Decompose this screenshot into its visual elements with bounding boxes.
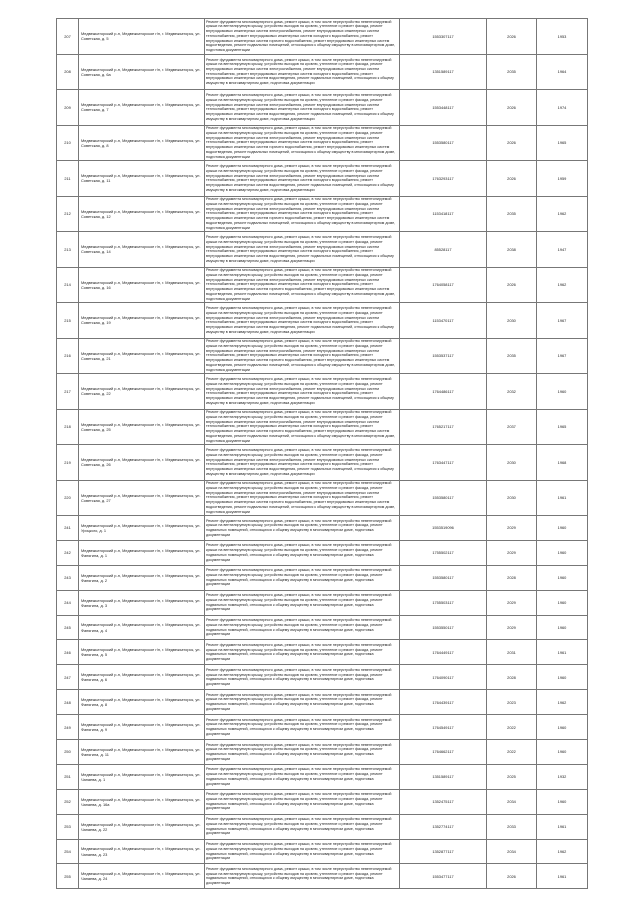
works-description-cell: Ремонт фундамента многоквартирного дома, ремонт крыши, в том числе переустройство невентилируемой крыши на вентилируемую крышу, устройство выходов на кровлю, утепление и ремонт фасада, ремонт подвальных помещений, относящихся к общему имуществу в многоквартирном доме, подготовка документации bbox=[205, 839, 400, 864]
table-row bbox=[57, 690, 588, 715]
construction-year-cell: 1974 bbox=[537, 90, 588, 126]
address-cell: Медвежьегорский р-н, Медвежьегорское г/п, г. Медвежьегорск, ул. Советская, д. 5 bbox=[79, 19, 205, 55]
works-description-cell: Ремонт фундамента многоквартирного дома, ремонт крыши, в том числе переустройство невентилируемой крыши на вентилируемую крышу, устройство выходов на кровлю, утепление и ремонт фасада, ремонт подвальных помещений, относящихся к общему имуществу в многоквартирном доме, подготовка документации bbox=[205, 715, 400, 740]
address-cell: Медвежьегорский р-н, Медвежьегорское г/п, г. Медвежьегорск, ул. Фанягина, д. 9 bbox=[79, 715, 205, 740]
house-code-cell: 1553477117 bbox=[400, 864, 487, 889]
house-code-cell: 1553307117 bbox=[400, 19, 487, 55]
planned-year-cell: 2033 bbox=[487, 814, 537, 839]
address-cell: Медвежьегорский р-н, Медвежьегорское г/п, г. Медвежьегорск, ул. Чапаева, д. 24 bbox=[79, 864, 205, 889]
row-number-cell: 216 bbox=[57, 338, 79, 374]
row-number-cell: 208 bbox=[57, 54, 79, 90]
planned-year-cell: 2031 bbox=[487, 640, 537, 665]
row-number-cell: 243 bbox=[57, 565, 79, 590]
construction-year-cell: 1960 bbox=[537, 516, 588, 541]
row-number-cell: 250 bbox=[57, 740, 79, 765]
house-code-cell: 1153470117 bbox=[400, 303, 487, 339]
address-cell: Медвежьегорский р-н, Медвежьегорское г/п, г. Медвежьегорск, ул. Советская, д. 19 bbox=[79, 303, 205, 339]
works-description-cell: Ремонт фундамента многоквартирного дома, ремонт крыши, в том числе переустройство невентилируемой крыши на вентилируемую крышу, устройство выходов на кровлю, утепление и ремонт фасада, ремонт подвальных помещений, относящихся к общему имуществу в многоквартирном доме, подготовка документации bbox=[205, 590, 400, 615]
table-row bbox=[57, 161, 588, 197]
planned-year-cell: 2028 bbox=[487, 665, 537, 690]
planned-year-cell: 2030 bbox=[487, 445, 537, 481]
address-cell: Медвежьегорский р-н, Медвежьегорское г/п, г. Медвежьегорск, ул. Фанягина, д. 2 bbox=[79, 565, 205, 590]
planned-year-cell: 2023 bbox=[487, 690, 537, 715]
table-row bbox=[57, 839, 588, 864]
address-cell: Медвежьегорский р-н, Медвежьегорское г/п, г. Медвежьегорск, ул. Фанягина, д. 3 bbox=[79, 590, 205, 615]
document-page bbox=[56, 18, 587, 889]
address-cell: Медвежьегорский р-н, Медвежьегорское г/п, г. Медвежьегорск, ул. Урицкого, д. 1 bbox=[79, 516, 205, 541]
works-description-cell: Ремонт фундамента многоквартирного дома, ремонт крыши, в том числе переустройство невентилируемой крыши на вентилируемую крышу, устройство выходов на кровлю, утепление и ремонт фасада, ремонт внутридомовых инженерных систем электроснабжения, ремонт внутридомовых инженерных систем теплоснабжения, ремонт внутридомовых инженерных систем холодного водоснабжения, ремонт внутридомовых инженерных систем горячего водоснабжения, ремонт внутридомовых инженерных систем водоотведения, ремонт подвальных помещений, относящихся к общему имуществу в многоквартирном доме, подготовка документации bbox=[205, 125, 400, 161]
planned-year-cell: 2035 bbox=[487, 338, 537, 374]
construction-year-cell: 1947 bbox=[537, 232, 588, 268]
address-cell: Медвежьегорский р-н, Медвежьегорское г/п, г. Медвежьегорск, ул. Советская, д. 22 bbox=[79, 374, 205, 410]
house-code-cell: 1553580117 bbox=[400, 480, 487, 516]
construction-year-cell: 1960 bbox=[537, 789, 588, 814]
table-row bbox=[57, 540, 588, 565]
table-row bbox=[57, 445, 588, 481]
planned-year-cell: 2026 bbox=[487, 161, 537, 197]
planned-year-cell: 2034 bbox=[487, 839, 537, 864]
works-description-cell: Ремонт фундамента многоквартирного дома, ремонт крыши, в том числе переустройство невентилируемой крыши на вентилируемую крышу, устройство выходов на кровлю, утепление и ремонт фасада, ремонт внутридомовых инженерных систем электроснабжения, ремонт внутридомовых инженерных систем теплоснабжения, ремонт внутридомовых инженерных систем холодного водоснабжения, ремонт внутридомовых инженерных систем горячего водоснабжения, ремонт внутридомовых инженерных систем водоотведения, ремонт подвальных помещений, относящихся к общему имуществу в многоквартирном доме, подготовка документации bbox=[205, 19, 400, 55]
construction-year-cell: 1960 bbox=[537, 615, 588, 640]
construction-year-cell: 1953 bbox=[537, 19, 588, 55]
construction-year-cell: 1960 bbox=[537, 374, 588, 410]
planned-year-cell: 2022 bbox=[487, 740, 537, 765]
planned-year-cell: 2035 bbox=[487, 196, 537, 232]
row-number-cell: 210 bbox=[57, 125, 79, 161]
address-cell: Медвежьегорский р-н, Медвежьегорское г/п, г. Медвежьегорск, ул. Советская, д. 14 bbox=[79, 232, 205, 268]
house-code-cell: 1153418117 bbox=[400, 196, 487, 232]
table-row bbox=[57, 565, 588, 590]
row-number-cell: 245 bbox=[57, 615, 79, 640]
address-cell: Медвежьегорский р-н, Медвежьегорское г/п, г. Медвежьегорск, ул. Советская, д. 6а bbox=[79, 54, 205, 90]
address-cell: Медвежьегорский р-н, Медвежьегорское г/п, г. Медвежьегорск, ул. Советская, д. 7 bbox=[79, 90, 205, 126]
planned-year-cell: 2026 bbox=[487, 267, 537, 303]
address-cell: Медвежьегорский р-н, Медвежьегорское г/п, г. Медвежьегорск, ул. Чапаева, д. 1 bbox=[79, 764, 205, 789]
table-row bbox=[57, 374, 588, 410]
construction-year-cell: 1960 bbox=[537, 715, 588, 740]
works-description-cell: Ремонт фундамента многоквартирного дома, ремонт крыши, в том числе переустройство невентилируемой крыши на вентилируемую крышу, устройство выходов на кровлю, утепление и ремонт фасада, ремонт подвальных помещений, относящихся к общему имуществу в многоквартирном доме, подготовка документации bbox=[205, 540, 400, 565]
planned-year-cell: 2022 bbox=[487, 715, 537, 740]
planned-year-cell: 2032 bbox=[487, 374, 537, 410]
row-number-cell: 252 bbox=[57, 789, 79, 814]
row-number-cell: 214 bbox=[57, 267, 79, 303]
works-description-cell: Ремонт фундамента многоквартирного дома, ремонт крыши, в том числе переустройство невентилируемой крыши на вентилируемую крышу, устройство выходов на кровлю, утепление и ремонт фасада, ремонт подвальных помещений, относящихся к общему имуществу в многоквартирном доме, подготовка документации bbox=[205, 665, 400, 690]
table-row bbox=[57, 90, 588, 126]
works-description-cell: Ремонт фундамента многоквартирного дома, ремонт крыши, в том числе переустройство невентилируемой крыши на вентилируемую крышу, устройство выходов на кровлю, утепление и ремонт фасада, ремонт внутридомовых инженерных систем электроснабжения, ремонт внутридомовых инженерных систем теплоснабжения, ремонт внутридомовых инженерных систем холодного водоснабжения, ремонт внутридомовых инженерных систем водоотведения, ремонт подвальных помещений, относящихся к общему имуществу в многоквартирном доме, подготовка документации bbox=[205, 232, 400, 268]
table-row bbox=[57, 125, 588, 161]
address-cell: Медвежьегорский р-н, Медвежьегорское г/п, г. Медвежьегорск, ул. Чапаева, д. 16а bbox=[79, 789, 205, 814]
planned-year-cell: 2028 bbox=[487, 565, 537, 590]
planned-year-cell: 2029 bbox=[487, 615, 537, 640]
works-description-cell: Ремонт фундамента многоквартирного дома, ремонт крыши, в том числе переустройство невентилируемой крыши на вентилируемую крышу, устройство выходов на кровлю, утепление и ремонт фасада, ремонт внутридомовых инженерных систем электроснабжения, ремонт внутридомовых инженерных систем теплоснабжения, ремонт внутридомовых инженерных систем холодного водоснабжения, ремонт внутридомовых инженерных систем водоотведения, ремонт подвальных помещений, относящихся к общему имуществу в многоквартирном доме, подготовка документации bbox=[205, 303, 400, 339]
row-number-cell: 246 bbox=[57, 640, 79, 665]
works-description-cell: Ремонт фундамента многоквартирного дома, ремонт крыши, в том числе переустройство невентилируемой крыши на вентилируемую крышу, устройство выходов на кровлю, утепление и ремонт фасада, ремонт подвальных помещений, относящихся к общему имуществу в многоквартирном доме, подготовка документации bbox=[205, 789, 400, 814]
construction-year-cell: 1967 bbox=[537, 338, 588, 374]
works-description-cell: Ремонт фундамента многоквартирного дома, ремонт крыши, в том числе переустройство невентилируемой крыши на вентилируемую крышу, устройство выходов на кровлю, утепление и ремонт фасада, ремонт внутридомовых инженерных систем электроснабжения, ремонт внутридомовых инженерных систем теплоснабжения, ремонт внутридомовых инженерных систем холодного водоснабжения, ремонт внутридомовых инженерных систем водоотведения, ремонт подвальных помещений, относящихся к общему имуществу в многоквартирном доме, подготовка документации bbox=[205, 161, 400, 197]
address-cell: Медвежьегорский р-н, Медвежьегорское г/п, г. Медвежьегорск, ул. Чапаева, д. 22 bbox=[79, 814, 205, 839]
row-number-cell: 254 bbox=[57, 839, 79, 864]
address-cell: Медвежьегорский р-н, Медвежьегорское г/п, г. Медвежьегорск, ул. Фанягина, д. 1 bbox=[79, 540, 205, 565]
house-code-cell: 1763447117 bbox=[400, 445, 487, 481]
house-code-cell: 1351589117 bbox=[400, 54, 487, 90]
row-number-cell: 247 bbox=[57, 665, 79, 690]
house-code-cell: 1351589117 bbox=[400, 764, 487, 789]
planned-year-cell: 2030 bbox=[487, 480, 537, 516]
planned-year-cell: 2035 bbox=[487, 54, 537, 90]
row-number-cell: 242 bbox=[57, 540, 79, 565]
house-code-cell: 1764486117 bbox=[400, 374, 487, 410]
row-number-cell: 248 bbox=[57, 690, 79, 715]
works-description-cell: Ремонт фундамента многоквартирного дома, ремонт крыши, в том числе переустройство невентилируемой крыши на вентилируемую крышу, устройство выходов на кровлю, утепление и ремонт фасада, ремонт подвальных помещений, относящихся к общему имуществу в многоквартирном доме, подготовка документации bbox=[205, 740, 400, 765]
address-cell: Медвежьегорский р-н, Медвежьегорское г/п, г. Медвежьегорск, ул. Советская, д. 26 bbox=[79, 445, 205, 481]
planned-year-cell: 2025 bbox=[487, 764, 537, 789]
construction-year-cell: 1961 bbox=[537, 640, 588, 665]
planned-year-cell: 2037 bbox=[487, 409, 537, 445]
house-code-cell: 1764549117 bbox=[400, 715, 487, 740]
construction-year-cell: 1965 bbox=[537, 409, 588, 445]
construction-year-cell: 1961 bbox=[537, 480, 588, 516]
planned-year-cell: 2026 bbox=[487, 90, 537, 126]
house-code-cell: 1765217117 bbox=[400, 409, 487, 445]
house-code-cell: 1764439117 bbox=[400, 690, 487, 715]
works-description-cell: Ремонт фундамента многоквартирного дома, ремонт крыши, в том числе переустройство невентилируемой крыши на вентилируемую крышу, устройство выходов на кровлю, утепление и ремонт фасада, ремонт внутридомовых инженерных систем электроснабжения, ремонт внутридомовых инженерных систем теплоснабжения, ремонт внутридомовых инженерных систем холодного водоснабжения, ремонт внутридомовых инженерных систем горячего водоснабжения, ремонт внутридомовых инженерных систем водоотведения, ремонт подвальных помещений, относящихся к общему имуществу в многоквартирном доме, подготовка документации bbox=[205, 409, 400, 445]
row-number-cell: 244 bbox=[57, 590, 79, 615]
address-cell: Медвежьегорский р-н, Медвежьегорское г/п, г. Медвежьегорск, ул. Советская, д. 12 bbox=[79, 196, 205, 232]
row-number-cell: 253 bbox=[57, 814, 79, 839]
planned-year-cell: 2034 bbox=[487, 789, 537, 814]
construction-year-cell: 1960 bbox=[537, 540, 588, 565]
row-number-cell: 217 bbox=[57, 374, 79, 410]
table-row bbox=[57, 232, 588, 268]
house-code-cell: 1553580117 bbox=[400, 565, 487, 590]
row-number-cell: 212 bbox=[57, 196, 79, 232]
house-code-cell: 1352774117 bbox=[400, 814, 487, 839]
planned-year-cell: 2026 bbox=[487, 864, 537, 889]
works-description-cell: Ремонт фундамента многоквартирного дома, ремонт крыши, в том числе переустройство невентилируемой крыши на вентилируемую крышу, устройство выходов на кровлю, утепление и ремонт фасада, ремонт внутридомовых инженерных систем электроснабжения, ремонт внутридомовых инженерных систем теплоснабжения, ремонт внутридомовых инженерных систем холодного водоснабжения, ремонт внутридомовых инженерных систем горячего водоснабжения, ремонт внутридомовых инженерных систем водоотведения, ремонт подвальных помещений, относящихся к общему имуществу в многоквартирном доме, подготовка документации bbox=[205, 267, 400, 303]
house-code-cell: 1764662117 bbox=[400, 740, 487, 765]
table-row bbox=[57, 665, 588, 690]
construction-year-cell: 1962 bbox=[537, 839, 588, 864]
table-row bbox=[57, 409, 588, 445]
construction-year-cell: 1967 bbox=[537, 303, 588, 339]
works-description-cell: Ремонт фундамента многоквартирного дома, ремонт крыши, в том числе переустройство невентилируемой крыши на вентилируемую крышу, устройство выходов на кровлю, утепление и ремонт фасада, ремонт подвальных помещений, относящихся к общему имуществу в многоквартирном доме, подготовка документации bbox=[205, 640, 400, 665]
row-number-cell: 215 bbox=[57, 303, 79, 339]
row-number-cell: 220 bbox=[57, 480, 79, 516]
construction-year-cell: 1961 bbox=[537, 864, 588, 889]
table-body bbox=[57, 19, 588, 889]
house-code-cell: 1553580117 bbox=[400, 125, 487, 161]
table-row bbox=[57, 54, 588, 90]
address-cell: Медвежьегорский р-н, Медвежьегорское г/п, г. Медвежьегорск, ул. Советская, д. 27 bbox=[79, 480, 205, 516]
works-description-cell: Ремонт фундамента многоквартирного дома, ремонт крыши, в том числе переустройство невентилируемой крыши на вентилируемую крышу, устройство выходов на кровлю, утепление и ремонт фасада, ремонт подвальных помещений, относящихся к общему имуществу в многоквартирном доме, подготовка документации bbox=[205, 516, 400, 541]
works-description-cell: Ремонт фундамента многоквартирного дома, ремонт крыши, в том числе переустройство невентилируемой крыши на вентилируемую крышу, устройство выходов на кровлю, утепление и ремонт фасада, ремонт внутридомовых инженерных систем электроснабжения, ремонт внутридомовых инженерных систем теплоснабжения, ремонт внутридомовых инженерных систем холодного водоснабжения, ремонт внутридомовых инженерных систем водоотведения, ремонт подвальных помещений, относящихся к общему имуществу в многоквартирном доме, подготовка документации bbox=[205, 54, 400, 90]
table-row bbox=[57, 338, 588, 374]
address-cell: Медвежьегорский р-н, Медвежьегорское г/п, г. Медвежьегорск, ул. Фанягина, д. 5 bbox=[79, 640, 205, 665]
works-description-cell: Ремонт фундамента многоквартирного дома, ремонт крыши, в том числе переустройство невентилируемой крыши на вентилируемую крышу, устройство выходов на кровлю, утепление и ремонт фасада, ремонт внутридомовых инженерных систем электроснабжения, ремонт внутридомовых инженерных систем теплоснабжения, ремонт внутридомовых инженерных систем холодного водоснабжения, ремонт внутридомовых инженерных систем горячего водоснабжения, ремонт внутридомовых инженерных систем водоотведения, ремонт подвальных помещений, относящихся к общему имуществу в многоквартирном доме, подготовка документации bbox=[205, 338, 400, 374]
row-number-cell: 241 bbox=[57, 516, 79, 541]
construction-year-cell: 1968 bbox=[537, 445, 588, 481]
house-code-cell: 1553537117 bbox=[400, 338, 487, 374]
house-code-cell: 1553448117 bbox=[400, 90, 487, 126]
planned-year-cell: 2029 bbox=[487, 590, 537, 615]
address-cell: Медвежьегорский р-н, Медвежьегорское г/п, г. Медвежьегорск, ул. Чапаева, д. 23 bbox=[79, 839, 205, 864]
construction-year-cell: 1962 bbox=[537, 267, 588, 303]
planned-year-cell: 2030 bbox=[487, 303, 537, 339]
row-number-cell: 207 bbox=[57, 19, 79, 55]
construction-year-cell: 1964 bbox=[537, 54, 588, 90]
table-row bbox=[57, 303, 588, 339]
table-row bbox=[57, 19, 588, 55]
address-cell: Медвежьегорский р-н, Медвежьегорское г/п, г. Медвежьегорск, ул. Советская, д. 8 bbox=[79, 125, 205, 161]
works-description-cell: Ремонт фундамента многоквартирного дома, ремонт крыши, в том числе переустройство невентилируемой крыши на вентилируемую крышу, устройство выходов на кровлю, утепление и ремонт фасада, ремонт подвальных помещений, относящихся к общему имуществу в многоквартирном доме, подготовка документации bbox=[205, 814, 400, 839]
works-description-cell: Ремонт фундамента многоквартирного дома, ремонт крыши, в том числе переустройство невентилируемой крыши на вентилируемую крышу, устройство выходов на кровлю, утепление и ремонт фасада, ремонт внутридомовых инженерных систем электроснабжения, ремонт внутридомовых инженерных систем теплоснабжения, ремонт внутридомовых инженерных систем холодного водоснабжения, ремонт внутридомовых инженерных систем горячего водоснабжения, ремонт внутридомовых инженерных систем водоотведения, ремонт подвальных помещений, относящихся к общему имуществу в многоквартирном доме, подготовка документации bbox=[205, 480, 400, 516]
row-number-cell: 213 bbox=[57, 232, 79, 268]
table-row bbox=[57, 814, 588, 839]
construction-year-cell: 1932 bbox=[537, 764, 588, 789]
construction-year-cell: 1965 bbox=[537, 125, 588, 161]
construction-year-cell: 1962 bbox=[537, 690, 588, 715]
house-code-cell: 1764090117 bbox=[400, 665, 487, 690]
planned-year-cell: 2029 bbox=[487, 540, 537, 565]
table-row bbox=[57, 864, 588, 889]
works-description-cell: Ремонт фундамента многоквартирного дома, ремонт крыши, в том числе переустройство невентилируемой крыши на вентилируемую крышу, устройство выходов на кровлю, утепление и ремонт фасада, ремонт внутридомовых инженерных систем электроснабжения, ремонт внутридомовых инженерных систем теплоснабжения, ремонт внутридомовых инженерных систем холодного водоснабжения, ремонт внутридомовых инженерных систем горячего водоснабжения, ремонт внутридомовых инженерных систем водоотведения, ремонт подвальных помещений, относящихся к общему имуществу в многоквартирном доме, подготовка документации bbox=[205, 196, 400, 232]
address-cell: Медвежьегорский р-н, Медвежьегорское г/п, г. Медвежьегорск, ул. Фанягина, д. 8 bbox=[79, 690, 205, 715]
house-code-cell: 1764449117 bbox=[400, 640, 487, 665]
address-cell: Медвежьегорский р-н, Медвежьегорское г/п, г. Медвежьегорск, ул. Фанягина, д. 4 bbox=[79, 615, 205, 640]
works-description-cell: Ремонт фундамента многоквартирного дома, ремонт крыши, в том числе переустройство невентилируемой крыши на вентилируемую крышу, устройство выходов на кровлю, утепление и ремонт фасада, ремонт подвальных помещений, относящихся к общему имуществу в многоквартирном доме, подготовка документации bbox=[205, 864, 400, 889]
house-code-cell: 85528117 bbox=[400, 232, 487, 268]
table-row bbox=[57, 196, 588, 232]
planned-year-cell: 2029 bbox=[487, 516, 537, 541]
house-code-cell: 1755503117 bbox=[400, 590, 487, 615]
row-number-cell: 211 bbox=[57, 161, 79, 197]
table-row bbox=[57, 590, 588, 615]
works-description-cell: Ремонт фундамента многоквартирного дома, ремонт крыши, в том числе переустройство невентилируемой крыши на вентилируемую крышу, устройство выходов на кровлю, утепление и ремонт фасада, ремонт внутридомовых инженерных систем электроснабжения, ремонт внутридомовых инженерных систем теплоснабжения, ремонт внутридомовых инженерных систем холодного водоснабжения, ремонт внутридомовых инженерных систем водоотведения, ремонт подвальных помещений, относящихся к общему имуществу в многоквартирном доме, подготовка документации bbox=[205, 445, 400, 481]
address-cell: Медвежьегорский р-н, Медвежьегорское г/п, г. Медвежьегорск, ул. Фанягина, д. 11 bbox=[79, 740, 205, 765]
repair-program-table bbox=[56, 18, 588, 889]
planned-year-cell: 2026 bbox=[487, 125, 537, 161]
table-row bbox=[57, 615, 588, 640]
house-code-cell: 1763293117 bbox=[400, 161, 487, 197]
table-row bbox=[57, 480, 588, 516]
construction-year-cell: 1960 bbox=[537, 665, 588, 690]
planned-year-cell: 2026 bbox=[487, 19, 537, 55]
works-description-cell: Ремонт фундамента многоквартирного дома, ремонт крыши, в том числе переустройство невентилируемой крыши на вентилируемую крышу, устройство выходов на кровлю, утепление и ремонт фасада, ремонт подвальных помещений, относящихся к общему имуществу в многоквартирном доме, подготовка документации bbox=[205, 565, 400, 590]
address-cell: Медвежьегорский р-н, Медвежьегорское г/п, г. Медвежьегорск, ул. Советская, д. 11 bbox=[79, 161, 205, 197]
house-code-cell: 1352475117 bbox=[400, 789, 487, 814]
construction-year-cell: 1959 bbox=[537, 161, 588, 197]
house-code-cell: 1553550117 bbox=[400, 615, 487, 640]
table-row bbox=[57, 516, 588, 541]
address-cell: Медвежьегорский р-н, Медвежьегорское г/п, г. Медвежьегорск, ул. Фанягина, д. 6 bbox=[79, 665, 205, 690]
works-description-cell: Ремонт фундамента многоквартирного дома, ремонт крыши, в том числе переустройство невентилируемой крыши на вентилируемую крышу, устройство выходов на кровлю, утепление и ремонт фасада, ремонт внутридомовых инженерных систем электроснабжения, ремонт внутридомовых инженерных систем теплоснабжения, ремонт внутридомовых инженерных систем холодного водоснабжения, ремонт внутридомовых инженерных систем водоотведения, ремонт подвальных помещений, относящихся к общему имуществу в многоквартирном доме, подготовка документации bbox=[205, 90, 400, 126]
house-code-cell: 1764058117 bbox=[400, 267, 487, 303]
row-number-cell: 251 bbox=[57, 764, 79, 789]
construction-year-cell: 1960 bbox=[537, 590, 588, 615]
construction-year-cell: 1962 bbox=[537, 196, 588, 232]
construction-year-cell: 1960 bbox=[537, 565, 588, 590]
address-cell: Медвежьегорский р-н, Медвежьегорское г/п, г. Медвежьегорск, ул. Советская, д. 25 bbox=[79, 409, 205, 445]
row-number-cell: 255 bbox=[57, 864, 79, 889]
address-cell: Медвежьегорский р-н, Медвежьегорское г/п, г. Медвежьегорск, ул. Советская, д. 16 bbox=[79, 267, 205, 303]
planned-year-cell: 2038 bbox=[487, 232, 537, 268]
table-row bbox=[57, 740, 588, 765]
row-number-cell: 218 bbox=[57, 409, 79, 445]
table-row bbox=[57, 789, 588, 814]
house-code-cell: 1755502117 bbox=[400, 540, 487, 565]
table-row bbox=[57, 715, 588, 740]
construction-year-cell: 1961 bbox=[537, 814, 588, 839]
table-row bbox=[57, 640, 588, 665]
works-description-cell: Ремонт фундамента многоквартирного дома, ремонт крыши, в том числе переустройство невентилируемой крыши на вентилируемую крышу, устройство выходов на кровлю, утепление и ремонт фасада, ремонт внутридомовых инженерных систем электроснабжения, ремонт внутридомовых инженерных систем теплоснабжения, ремонт внутридомовых инженерных систем холодного водоснабжения, ремонт внутридомовых инженерных систем водоотведения, ремонт подвальных помещений, относящихся к общему имуществу в многоквартирном доме, подготовка документации bbox=[205, 374, 400, 410]
table-row bbox=[57, 267, 588, 303]
table-row bbox=[57, 764, 588, 789]
row-number-cell: 249 bbox=[57, 715, 79, 740]
works-description-cell: Ремонт фундамента многоквартирного дома, ремонт крыши, в том числе переустройство невентилируемой крыши на вентилируемую крышу, устройство выходов на кровлю, утепление и ремонт фасада, ремонт подвальных помещений, относящихся к общему имуществу в многоквартирном доме, подготовка документации bbox=[205, 615, 400, 640]
address-cell: Медвежьегорский р-н, Медвежьегорское г/п, г. Медвежьегорск, ул. Советская, д. 21 bbox=[79, 338, 205, 374]
house-code-cell: 1352877117 bbox=[400, 839, 487, 864]
row-number-cell: 209 bbox=[57, 90, 79, 126]
works-description-cell: Ремонт фундамента многоквартирного дома, ремонт крыши, в том числе переустройство невентилируемой крыши на вентилируемую крышу, устройство выходов на кровлю, утепление и ремонт фасада, ремонт подвальных помещений, относящихся к общему имуществу в многоквартирном доме, подготовка документации bbox=[205, 690, 400, 715]
house-code-cell: 1553519096 bbox=[400, 516, 487, 541]
row-number-cell: 219 bbox=[57, 445, 79, 481]
works-description-cell: Ремонт фундамента многоквартирного дома, ремонт крыши, в том числе переустройство невентилируемой крыши на вентилируемую крышу, устройство выходов на кровлю, утепление и ремонт фасада, ремонт подвальных помещений, относящихся к общему имуществу в многоквартирном доме, подготовка документации bbox=[205, 764, 400, 789]
construction-year-cell: 1960 bbox=[537, 740, 588, 765]
